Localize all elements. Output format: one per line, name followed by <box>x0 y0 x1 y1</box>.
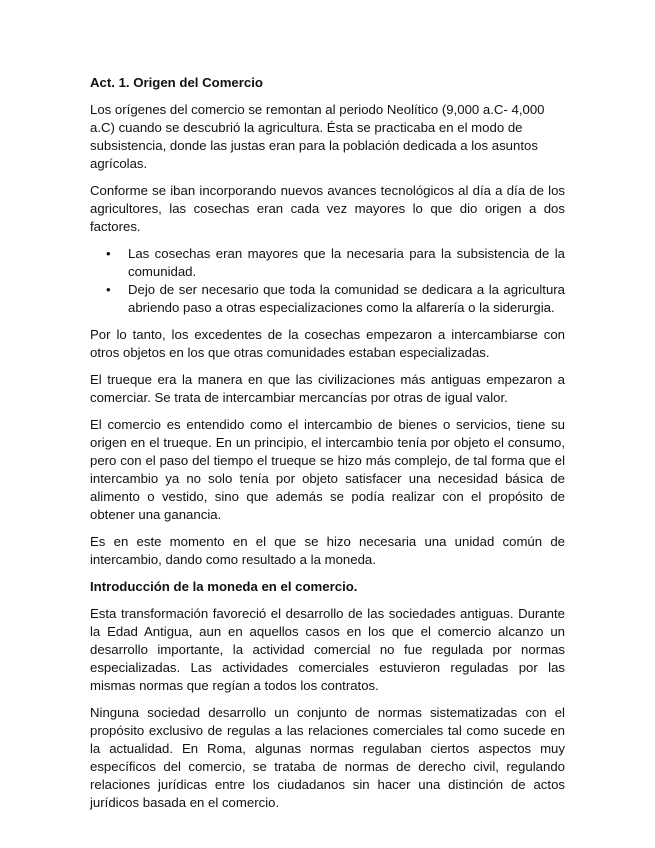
document-title: Act. 1. Origen del Comercio <box>90 75 263 90</box>
paragraph-origins: Los orígenes del comercio se remontan al periodo Neolítico (9,000 a.C- 4,000 a.C) cuando se descubrió la agricultura. Ésta se practicaba en el modo de subsistencia, donde las justas eran para la población dedicada a los asuntos agrícolas. <box>90 102 545 171</box>
factors-list <box>90 245 565 317</box>
paragraph-ancient-societies: Esta transformación favoreció el desarrollo de las sociedades antiguas. Durante la Edad Antigua, aun en aquellos casos en los que el comercio alcanzo un desarrollo importante, la actividad comercial no fue regulada por normas especializadas. Las actividades comerciales estuvieron reguladas por las mismas normas que regían a todos los contratos. <box>90 606 565 693</box>
paragraph-rome: Ninguna sociedad desarrollo un conjunto de normas sistematizadas con el propósito exclusivo de regulas a las relaciones comerciales tal como sucede en la actualidad. En Roma, algunas normas regulaban ciertos aspectos muy específicos del comercio, se trataba de normas de derecho civil, regulando relaciones jurídicas entre los ciudadanos sin hacer una distinción de actos jurídicos basada en el comercio. <box>90 705 565 810</box>
paragraph-barter: El trueque era la manera en que las civilizaciones más antiguas empezaron a comerciar. Se trata de intercambiar mercancías por otras de igual valor. <box>90 372 565 405</box>
paragraph-surplus: Por lo tanto, los excedentes de la cosechas empezaron a intercambiarse con otros objetos en los que otras comunidades estaban especializadas. <box>90 327 565 360</box>
paragraph-currency-need: Es en este momento en el que se hizo necesaria una unidad común de intercambio, dando como resultado a la moneda. <box>90 534 565 567</box>
list-item-text: Dejo de ser necesario que toda la comunidad se dedicara a la agricultura abriendo paso a otras especializaciones como la alfarería o la siderurgia. <box>128 282 565 315</box>
list-item-text: Las cosechas eran mayores que la necesaria para la subsistencia de la comunidad. <box>128 246 565 279</box>
bullet-icon: • <box>106 282 111 297</box>
paragraph-advances: Conforme se iban incorporando nuevos avances tecnológicos al día a día de los agricultores, las cosechas eran cada vez mayores lo que dio origen a dos factores. <box>90 183 565 234</box>
list-item <box>106 245 565 281</box>
list-item <box>106 281 565 317</box>
paragraph-commerce-definition: El comercio es entendido como el intercambio de bienes o servicios, tiene su origen en el trueque. En un principio, el intercambio tenía por objeto el consumo, pero con el paso del tiempo el trueque se hizo más complejo, de tal forma que el intercambio ya no solo tenía por objeto satisfacer una necesidad básica de alimento o vestido, sino que además se podía realizar con el propósito de obtener una ganancia. <box>90 417 565 522</box>
bullet-icon: • <box>106 246 111 261</box>
section-heading: Introducción de la moneda en el comercio. <box>90 579 358 594</box>
